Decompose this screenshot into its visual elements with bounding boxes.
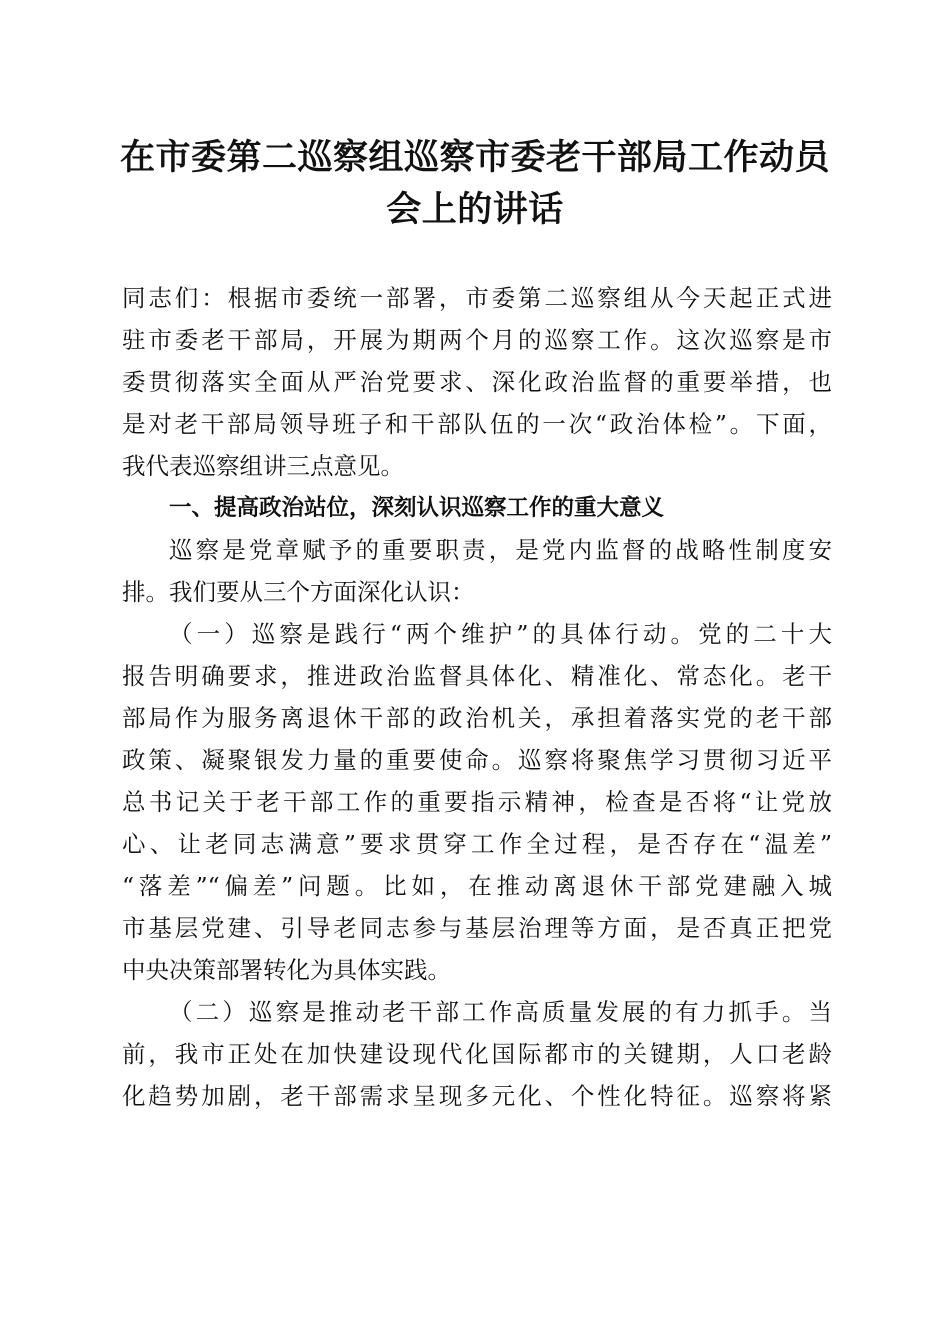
paragraph-line: 部局作为服务离退休干部的政治机关，承担着落实党的老干部 xyxy=(122,704,832,732)
paragraph-line: 驻市委老干部局，开展为期两个月的巡察工作。这次巡察是市 xyxy=(122,326,832,354)
paragraph-line: 中央决策部署转化为具体实践。 xyxy=(122,956,451,984)
paragraph-line: （二）巡察是推动老干部工作高质量发展的有力抓手。当 xyxy=(169,998,832,1026)
paragraph-line: 委贯彻落实全面从严治党要求、深化政治监督的重要举措，也 xyxy=(122,368,832,396)
paragraph-line: 同志们：根据市委统一部署，市委第二巡察组从今天起正式进 xyxy=(122,284,832,312)
paragraph-line: 总书记关于老干部工作的重要指示精神，检查是否将“让党放 xyxy=(122,788,832,816)
title-line-2: 会上的讲话 xyxy=(386,189,564,230)
paragraph-line: 心、让老同志满意”要求贯穿工作全过程，是否存在“温差” xyxy=(122,830,832,858)
paragraph-line: 前，我市正处在加快建设现代化国际都市的关键期，人口老龄 xyxy=(122,1040,832,1068)
paragraph-line: 是对老干部局领导班子和干部队伍的一次“政治体检”。下面， xyxy=(122,410,832,438)
paragraph-line: 政策、凝聚银发力量的重要使命。巡察将聚焦学习贯彻习近平 xyxy=(122,746,832,774)
paragraph-line: 报告明确要求，推进政治监督具体化、精准化、常态化。老干 xyxy=(122,662,832,690)
paragraph-line: 我代表巡察组讲三点意见。 xyxy=(122,452,404,480)
paragraph-line: 化趋势加剧，老干部需求呈现多元化、个性化特征。巡察将紧 xyxy=(122,1082,832,1110)
section-heading: 一、提高政治站位，深刻认识巡察工作的重大意义 xyxy=(169,495,665,521)
page-title xyxy=(110,132,840,236)
title-line-1: 在市委第二巡察组巡察市委老干部局工作动员 xyxy=(119,137,830,178)
paragraph-line: 市基层党建、引导老同志参与基层治理等方面，是否真正把党 xyxy=(122,914,832,942)
paragraph-line: “落差”“偏差”问题。比如，在推动离退休干部党建融入城 xyxy=(122,872,832,900)
paragraph-line: 排。我们要从三个方面深化认识： xyxy=(122,578,475,606)
paragraph-line: （一）巡察是践行“两个维护”的具体行动。党的二十大 xyxy=(169,620,832,648)
document-body xyxy=(122,277,832,1117)
paragraph-line: 巡察是党章赋予的重要职责，是党内监督的战略性制度安 xyxy=(169,536,832,564)
